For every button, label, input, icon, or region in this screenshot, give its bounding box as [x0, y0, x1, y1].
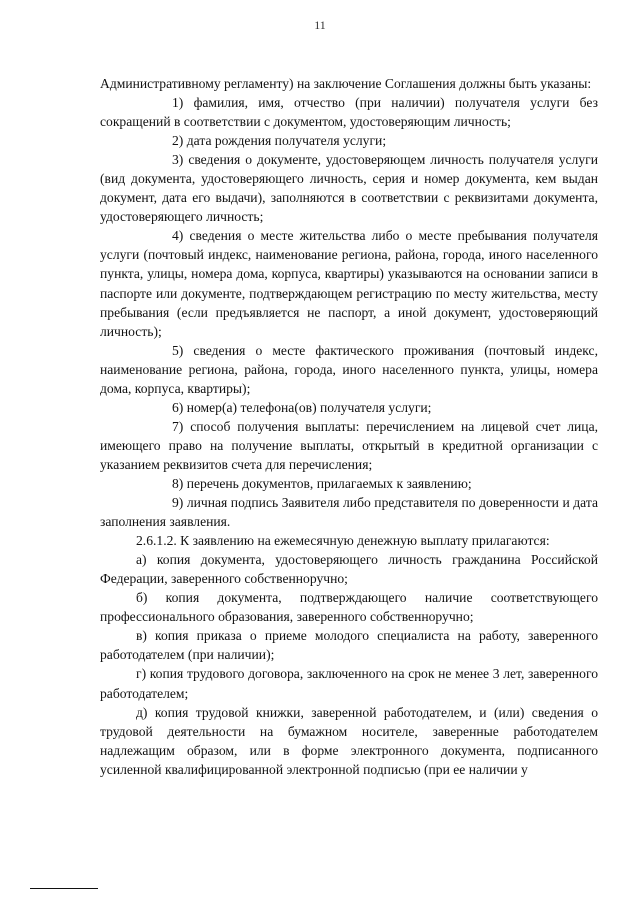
- intro-paragraph: Административному регламенту) на заключение Соглашения должны быть указаны:: [100, 76, 592, 91]
- item-number: 4): [172, 228, 184, 244]
- list-item-1: [100, 93, 598, 131]
- item-number: 6): [172, 399, 184, 415]
- list-item-5: [100, 341, 598, 398]
- item-number: 9): [172, 495, 184, 511]
- document-body: [100, 74, 598, 779]
- item-text: сведения о документе, удостоверяющем личность получателя услуги (вид документа, удостоверяющего личность, серия и номер документа, кем выдан документ, дата его выдачи), заполняются в соответствии с реквизитами документа, удостоверяющего личность;: [100, 152, 598, 225]
- item-text: фамилия, имя, отчество (при наличии) получателя услуги без сокращений в соответствии с документом, удостоверяющим личность;: [100, 95, 598, 130]
- footer-rule: [30, 888, 98, 889]
- attachment-item-v: в) копия приказа о приеме молодого специалиста на работу, заверенного работодателем (при наличии);: [100, 628, 598, 663]
- item-number: 3): [172, 152, 184, 168]
- item-text: сведения о месте фактического проживания (почтовый индекс, наименование региона, района, города, иного населенного пункта, улицы, номера дома, корпуса, квартиры);: [100, 342, 598, 396]
- list-item-6: [100, 398, 598, 417]
- attachment-item-g: г) копия трудового договора, заключенного на срок не менее 3 лет, заверенного работодателем;: [100, 666, 598, 701]
- page-number: 11: [314, 18, 326, 32]
- item-text: перечень документов, прилагаемых к заявлению;: [186, 475, 472, 491]
- attachment-item-d: д) копия трудовой книжки, заверенной работодателем, и (или) сведения о трудовой деятельности на бумажном носителе, заверенные работодателем надлежащим образом, или в форме электронного документа, подписанного усиленной квалифицированной электронной подписью (при ее наличии у: [100, 704, 598, 777]
- list-item-2: [100, 131, 598, 150]
- section-heading-paragraph: 2.6.1.2. К заявлению на ежемесячную денежную выплату прилагаются:: [136, 533, 550, 549]
- item-number: 2): [172, 133, 184, 149]
- item-text: способ получения выплаты: перечислением на лицевой счет лица, имеющего право на получение выплаты, открытый в кредитной организации с указанием реквизитов счета для перечисления;: [100, 418, 598, 472]
- list-item-8: [100, 474, 598, 493]
- item-number: 1): [172, 95, 184, 111]
- attachment-item-b: б) копия документа, подтверждающего наличие соответствующего профессионального образования, заверенного собственноручно;: [100, 590, 598, 625]
- list-item-7: [100, 417, 598, 474]
- item-text: номер(а) телефона(ов) получателя услуги;: [186, 399, 432, 415]
- item-text: личная подпись Заявителя либо представителя по доверенности и дата заполнения заявления.: [100, 495, 598, 530]
- item-number: 5): [172, 342, 184, 358]
- item-text: дата рождения получателя услуги;: [186, 133, 387, 149]
- list-item-9: [100, 493, 598, 531]
- item-text: сведения о месте жительства либо о месте пребывания получателя услуги (почтовый индекс, наименование региона, района, города, иного населенного пункта, улицы, номера дома, корпуса, квартиры) указываются на основании записи в паспорте или документе, подтверждающем регистрацию по месту жительства, месту пребывания (если предъявляется не паспорт, а иной документ, удостоверяющий личность);: [100, 228, 598, 339]
- item-number: 8): [172, 475, 184, 491]
- list-item-4: [100, 226, 598, 340]
- list-item-3: [100, 150, 598, 226]
- attachment-item-a: а) копия документа, удостоверяющего личность гражданина Российской Федерации, заверенного собственноручно;: [100, 552, 598, 587]
- item-number: 7): [172, 418, 184, 434]
